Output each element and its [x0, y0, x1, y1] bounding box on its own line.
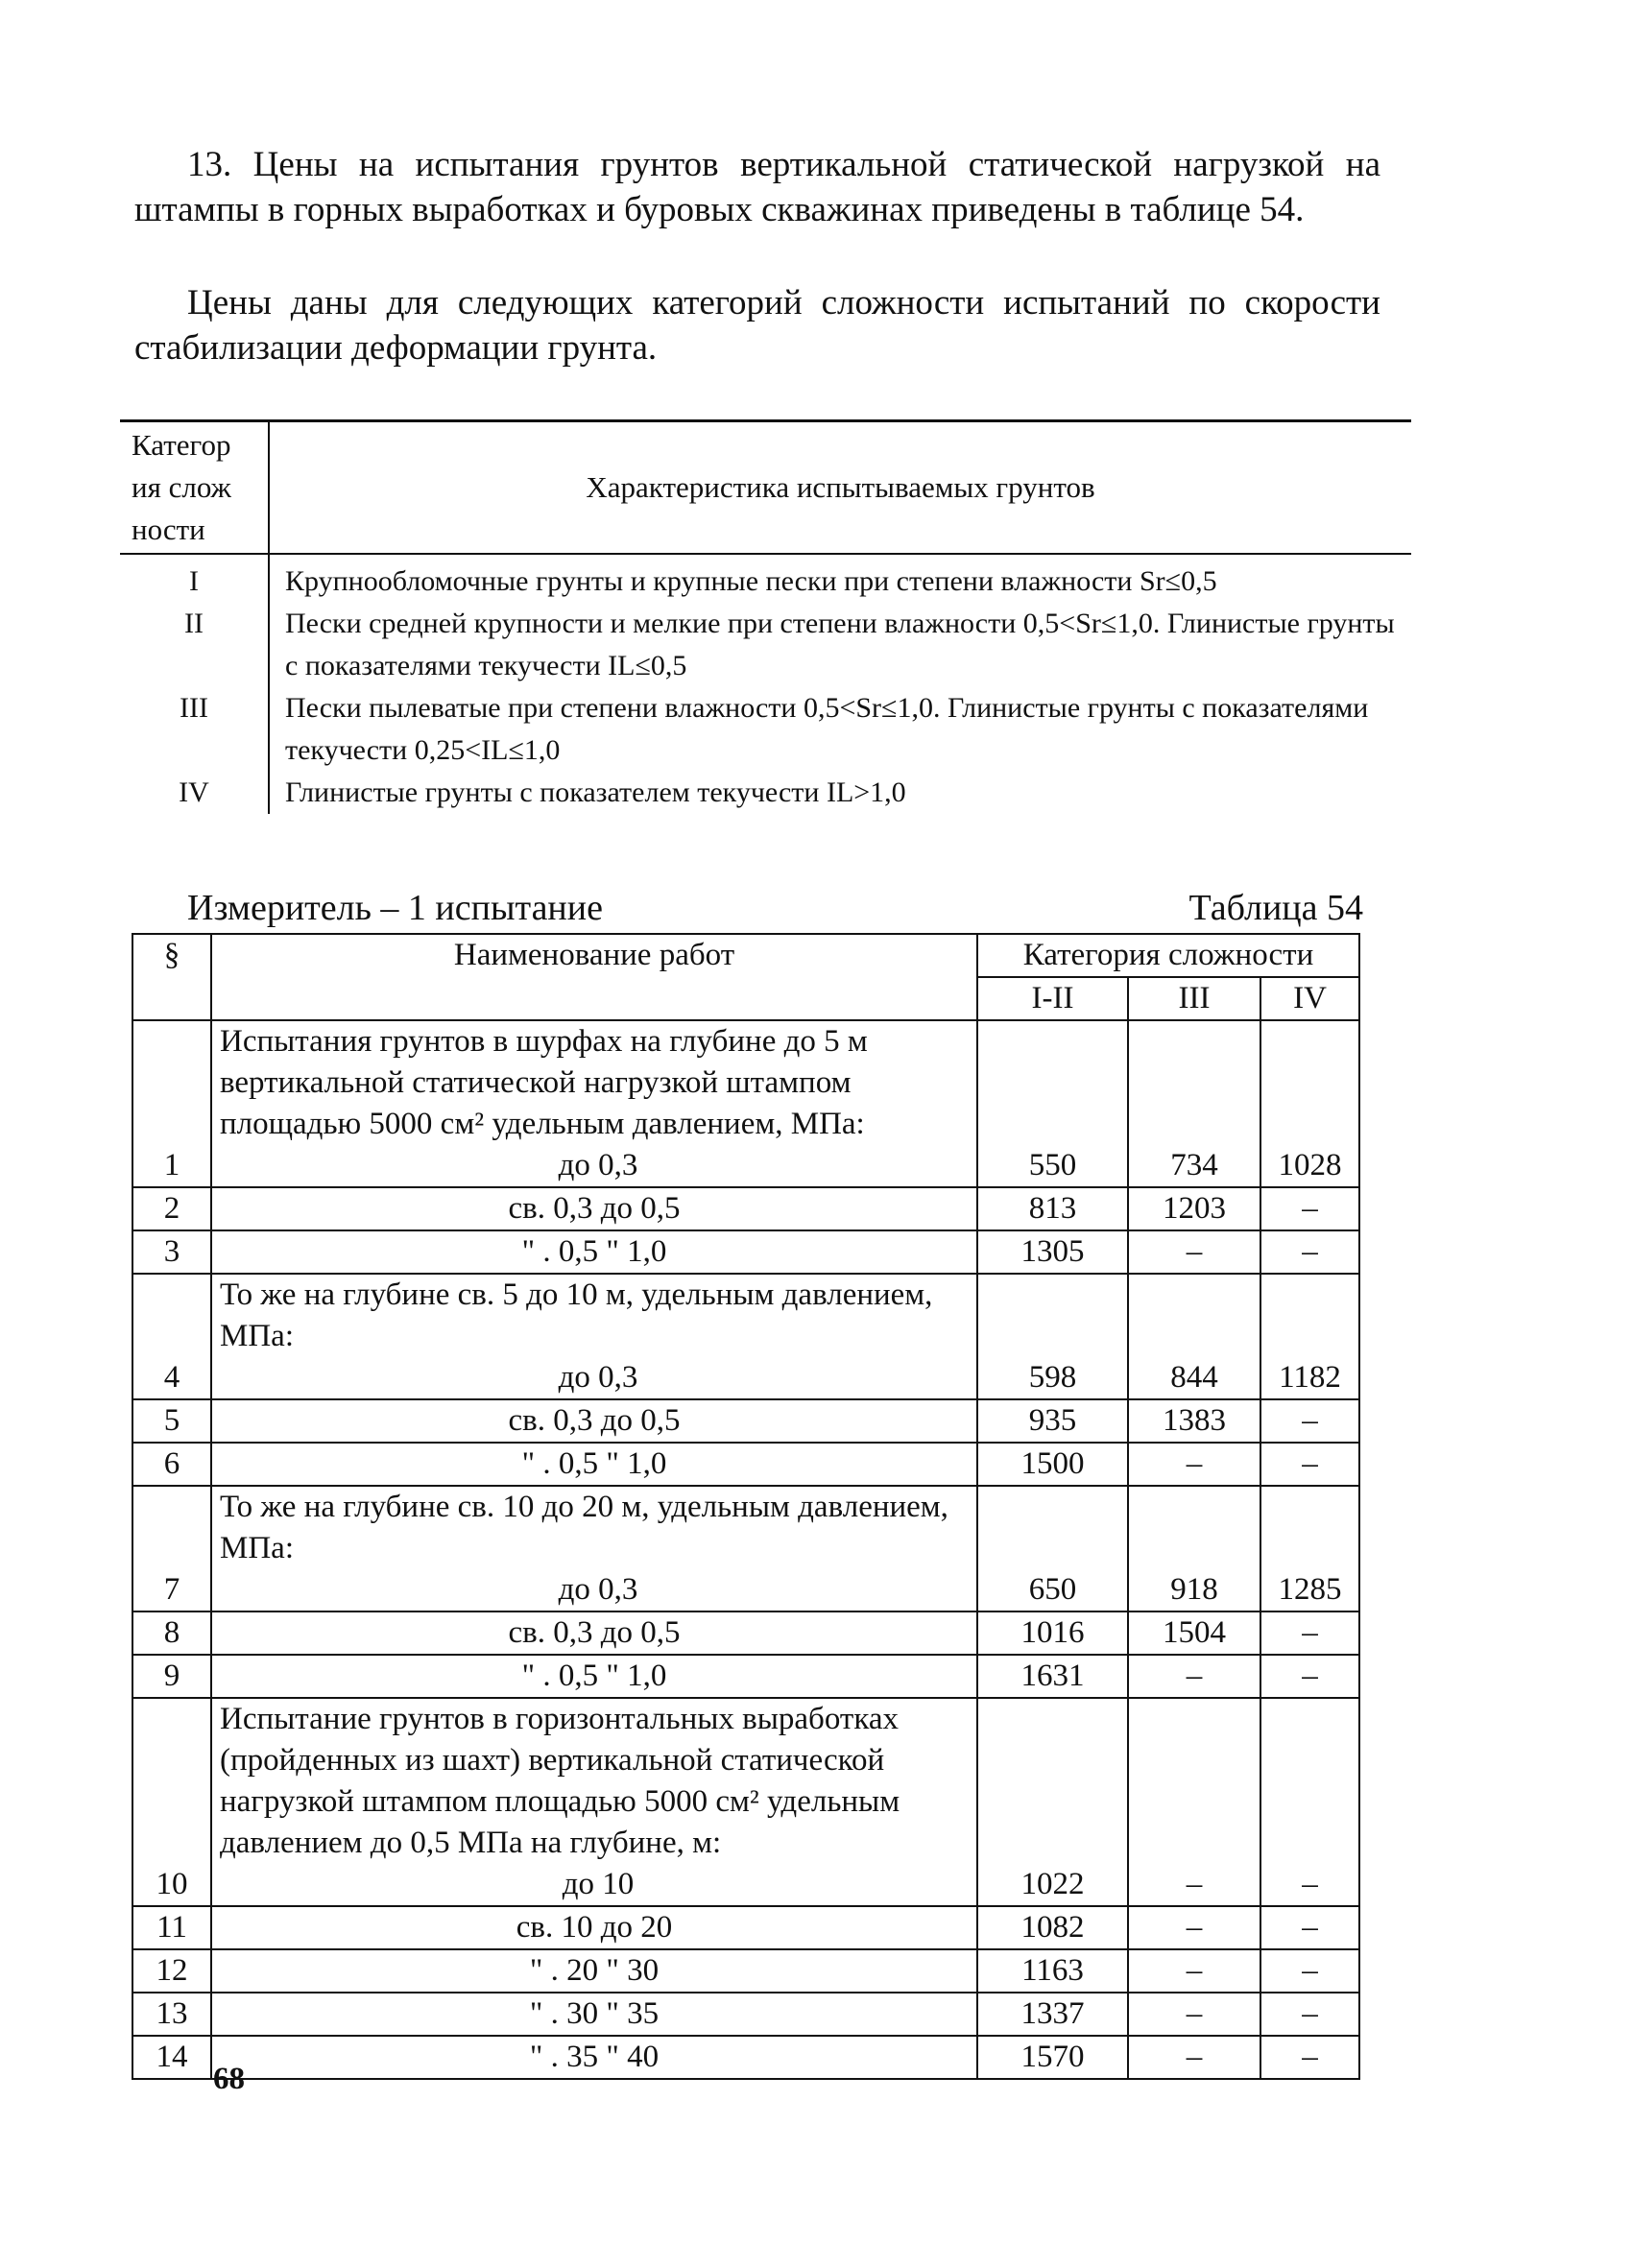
price-cat-i-ii: 1022	[977, 1698, 1128, 1906]
category-row	[120, 772, 1411, 814]
group-heading: То же на глубине св. 10 до 20 м, удельным давлением, МПа:	[220, 1490, 948, 1565]
category-description: Пески средней крупности и мелкие при степени влажности 0,5<Sr≤1,0. Глинистые грунты с показателями текучести IL≤0,5	[269, 603, 1411, 687]
table-row	[132, 1443, 1359, 1486]
header-work-name: Наименование работ	[211, 934, 977, 1020]
work-label: св. 10 до 20	[211, 1906, 977, 1949]
category-description: Крупнообломочные грунты и крупные пески при степени влажности Sr≤0,5	[269, 554, 1411, 603]
price-cat-iv: –	[1260, 1443, 1359, 1486]
header-cat-iii: III	[1128, 977, 1260, 1020]
price-cat-iii: 1203	[1128, 1187, 1260, 1230]
price-cat-iv: –	[1260, 1906, 1359, 1949]
price-cat-iii: 734	[1128, 1020, 1260, 1187]
price-cat-iv: –	[1260, 1399, 1359, 1443]
table-row	[132, 1486, 1359, 1611]
row-number: 8	[132, 1611, 211, 1655]
price-cat-i-ii: 813	[977, 1187, 1128, 1230]
price-cat-iii: –	[1128, 1655, 1260, 1698]
row-number: 2	[132, 1187, 211, 1230]
row-number: 12	[132, 1949, 211, 1993]
price-cat-iv: 1182	[1260, 1274, 1359, 1399]
row-number: 10	[132, 1698, 211, 1906]
row-number: 9	[132, 1655, 211, 1698]
price-cat-iii: 1383	[1128, 1399, 1260, 1443]
price-cat-iv: –	[1260, 1611, 1359, 1655]
header-cat-iv: IV	[1260, 977, 1359, 1020]
table-row	[132, 1230, 1359, 1274]
work-label: до 0,3	[558, 1148, 638, 1182]
category-row	[120, 687, 1411, 772]
row-number: 14	[132, 2036, 211, 2079]
table-row	[132, 1399, 1359, 1443]
price-cat-i-ii: 1631	[977, 1655, 1128, 1698]
price-cat-iv: –	[1260, 1655, 1359, 1698]
header-category: Категория сложности	[132, 428, 231, 546]
work-description	[211, 1698, 977, 1906]
price-cat-i-ii: 1082	[977, 1906, 1128, 1949]
work-label: св. 0,3 до 0,5	[211, 1611, 977, 1655]
price-cat-i-ii: 1500	[977, 1443, 1128, 1486]
price-cat-iv: 1028	[1260, 1020, 1359, 1187]
header-paragraph-sign: §	[132, 934, 211, 1020]
table-row	[132, 1698, 1359, 1906]
header-cat-i-ii: I-II	[977, 977, 1128, 1020]
price-cat-iii: 918	[1128, 1486, 1260, 1611]
row-number: 5	[132, 1399, 211, 1443]
row-number: 13	[132, 1993, 211, 2036]
page-number: 68	[213, 2062, 245, 2096]
price-cat-i-ii: 1337	[977, 1993, 1128, 2036]
intro-paragraph-2: Цены даны для следующих категорий сложности испытаний по скорости стабилизации деформации грунта.	[134, 283, 1380, 368]
price-cat-iii: –	[1128, 1993, 1260, 2036]
work-description	[211, 1020, 977, 1187]
category-number: II	[184, 608, 204, 639]
row-number: 3	[132, 1230, 211, 1274]
price-cat-i-ii: 1016	[977, 1611, 1128, 1655]
category-row	[120, 603, 1411, 687]
price-cat-i-ii: 1570	[977, 2036, 1128, 2079]
price-cat-i-ii: 1305	[977, 1230, 1128, 1274]
category-number: I	[189, 565, 199, 597]
work-label: " . 30 " 35	[211, 1993, 977, 2036]
work-label: " . 35 " 40	[211, 2036, 977, 2079]
price-cat-iv: –	[1260, 1698, 1359, 1906]
header-complexity-category: Категория сложности	[977, 934, 1359, 977]
work-label: св. 0,3 до 0,5	[211, 1399, 977, 1443]
price-cat-iii: –	[1128, 1443, 1260, 1486]
price-cat-iii: –	[1128, 1906, 1260, 1949]
price-cat-i-ii: 598	[977, 1274, 1128, 1399]
price-cat-iv: –	[1260, 2036, 1359, 2079]
table-row	[132, 1993, 1359, 2036]
group-heading: То же на глубине св. 5 до 10 м, удельным давлением, МПа:	[220, 1277, 933, 1353]
price-cat-iii: 844	[1128, 1274, 1260, 1399]
price-cat-iii: –	[1128, 1230, 1260, 1274]
table-row	[132, 2036, 1359, 2079]
table-row	[132, 1949, 1359, 1993]
price-cat-iii: 1504	[1128, 1611, 1260, 1655]
measure-unit-label: Измеритель – 1 испытание	[187, 888, 603, 928]
price-cat-iv: –	[1260, 1230, 1359, 1274]
price-cat-iii: –	[1128, 1698, 1260, 1906]
category-description: Пески пылеватые при степени влажности 0,5<Sr≤1,0. Глинистые грунты с показателями текучести 0,25<IL≤1,0	[269, 687, 1411, 772]
category-row	[120, 554, 1411, 603]
work-description	[211, 1274, 977, 1399]
table-row	[132, 1020, 1359, 1187]
price-cat-iii: –	[1128, 2036, 1260, 2079]
row-number: 7	[132, 1486, 211, 1611]
work-label: " . 0,5 " 1,0	[211, 1443, 977, 1486]
price-cat-iv: –	[1260, 1187, 1359, 1230]
row-number: 11	[132, 1906, 211, 1949]
table-row	[132, 1655, 1359, 1698]
category-number: IV	[179, 776, 209, 808]
category-description: Глинистые грунты с показателем текучести IL>1,0	[269, 772, 1411, 814]
work-label: до 0,3	[558, 1360, 638, 1395]
work-label: " . 0,5 " 1,0	[211, 1230, 977, 1274]
intro-paragraph-1: 13. Цены на испытания грунтов вертикальной статической нагрузкой на штампы в горных выработках и буровых скважинах приведены в таблице 54.	[134, 145, 1380, 229]
complexity-categories-table	[120, 419, 1411, 814]
table-row	[132, 1274, 1359, 1399]
test-prices-table	[132, 933, 1360, 2080]
price-cat-i-ii: 550	[977, 1020, 1128, 1187]
row-number: 1	[132, 1020, 211, 1187]
work-description	[211, 1486, 977, 1611]
table-row	[132, 1906, 1359, 1949]
work-label: до 0,3	[558, 1572, 638, 1607]
price-cat-iii: –	[1128, 1949, 1260, 1993]
group-heading: Испытания грунтов в шурфах на глубине до 5 м вертикальной статической нагрузкой штампом площадью 5000 см² удельным давлением, МПа:	[220, 1024, 868, 1141]
price-cat-iv: –	[1260, 1949, 1359, 1993]
price-cat-i-ii: 650	[977, 1486, 1128, 1611]
row-number: 4	[132, 1274, 211, 1399]
work-label: до 10	[562, 1867, 635, 1901]
table-row	[132, 1187, 1359, 1230]
work-label: св. 0,3 до 0,5	[211, 1187, 977, 1230]
work-label: " . 0,5 " 1,0	[211, 1655, 977, 1698]
table-title: Таблица 54	[1188, 888, 1363, 928]
row-number: 6	[132, 1443, 211, 1486]
header-characteristic: Характеристика испытываемых грунтов	[269, 421, 1411, 555]
price-cat-iv: –	[1260, 1993, 1359, 2036]
group-heading: Испытание грунтов в горизонтальных выработках (пройденных из шахт) вертикальной статической нагрузкой штампом площадью 5000 см² удельным давлением до 0,5 МПа на глубине, м:	[220, 1702, 900, 1860]
table-row	[132, 1611, 1359, 1655]
work-label: " . 20 " 30	[211, 1949, 977, 1993]
price-cat-i-ii: 935	[977, 1399, 1128, 1443]
price-cat-i-ii: 1163	[977, 1949, 1128, 1993]
category-number: III	[180, 692, 208, 724]
price-cat-iv: 1285	[1260, 1486, 1359, 1611]
